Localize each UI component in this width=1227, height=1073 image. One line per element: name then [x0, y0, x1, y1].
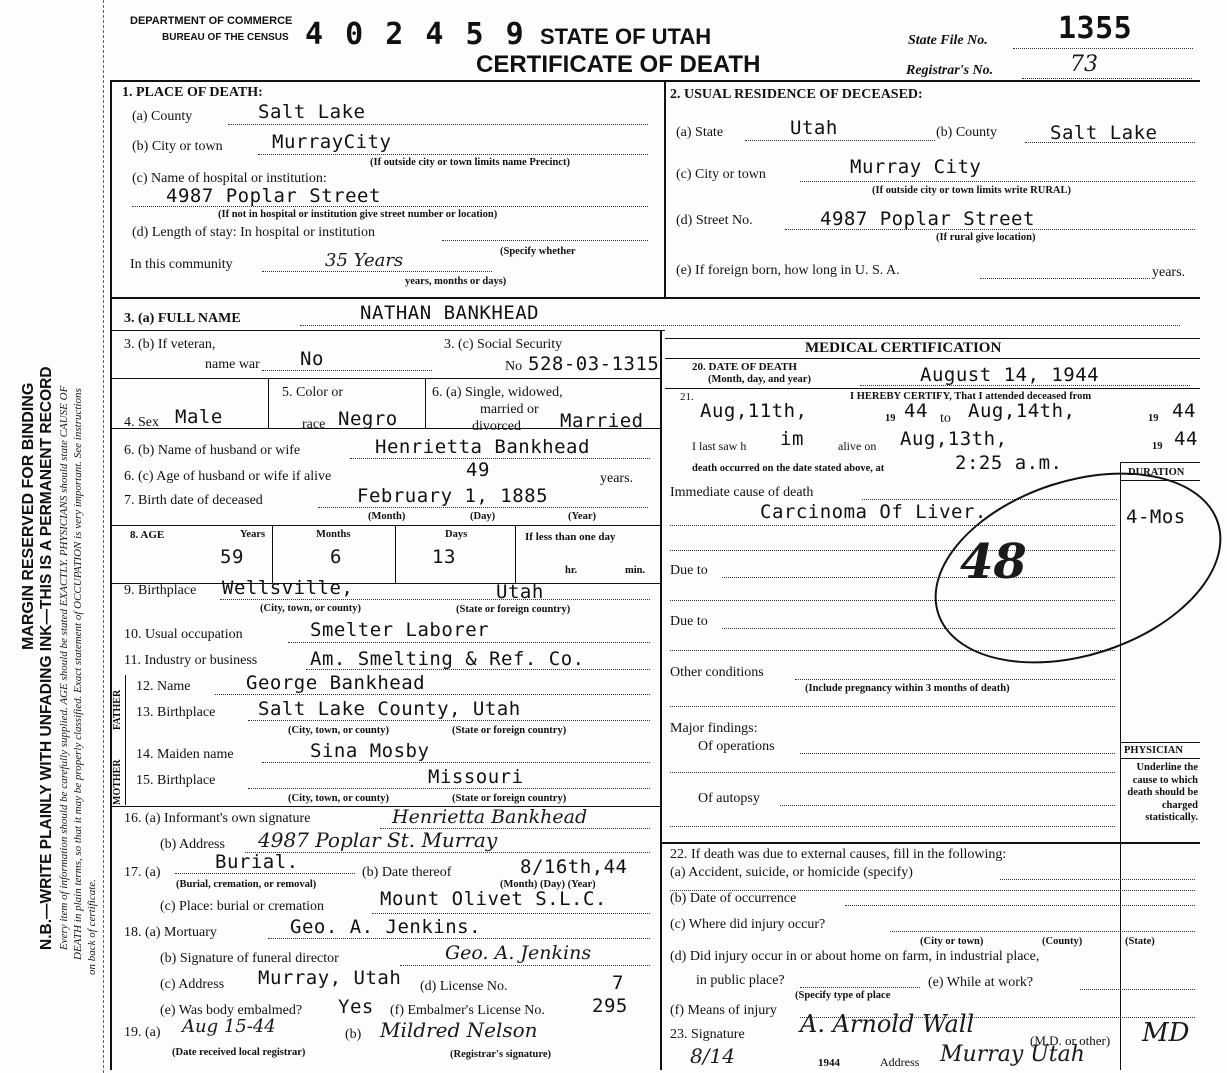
- registrar-date: Aug 15-44: [182, 1016, 276, 1037]
- registrar-signature: Mildred Nelson: [380, 1018, 538, 1042]
- fd-address: Murray, Utah: [258, 967, 402, 989]
- margin-binding-label: MARGIN RESERVED FOR BINDING: [20, 382, 37, 650]
- place-city: MurrayCity: [272, 131, 392, 153]
- residence-street: 4987 Poplar Street: [820, 208, 1035, 230]
- place-hospital-note: (If not in hospital or institution give street number or location): [218, 209, 498, 220]
- ss-label: 3. (c) Social Security: [444, 337, 563, 352]
- other-conditions-note: (Include pregnancy within 3 months of death): [805, 683, 1010, 694]
- external-a: (a) Accident, suicide, or homicide (specify): [670, 865, 913, 880]
- external-county-note: (County): [1042, 936, 1083, 947]
- occurred-label: death occurred on the date stated above, at: [692, 463, 885, 474]
- spouse-years: years.: [600, 471, 634, 486]
- due-to-2: Due to: [670, 614, 708, 629]
- father-city-note: (City, town, or county): [288, 725, 390, 736]
- last-saw-year: 44: [1174, 428, 1198, 450]
- external-d2: in public place?: [696, 973, 785, 988]
- external-c: (c) Where did injury occur?: [670, 917, 826, 932]
- attended-to-year: 44: [1172, 400, 1196, 422]
- attended-to: Aug,14th,: [968, 400, 1076, 422]
- full-name: NATHAN BANKHEAD: [360, 302, 540, 324]
- place-hospital: 4987 Poplar Street: [166, 185, 381, 207]
- external-city-note: (City or town): [920, 936, 984, 947]
- age-days: 13: [432, 546, 456, 568]
- residence-county: Salt Lake: [1050, 122, 1158, 144]
- place-community: 35 Years: [325, 250, 404, 271]
- last-saw-him: im: [780, 428, 804, 450]
- birth-label: 7. Birth date of deceased: [124, 493, 263, 508]
- place-specify2: years, months or days): [405, 276, 507, 287]
- immediate-cause: Carcinoma Of Liver.: [760, 501, 987, 523]
- age-less-day: If less than one day: [525, 531, 616, 543]
- registrar-b: (b): [345, 1027, 362, 1042]
- license-label: (d) License No.: [420, 979, 508, 994]
- time-of-death: 2:25 a.m.: [955, 452, 1063, 474]
- age-days-header: Days: [445, 529, 468, 540]
- margin-instructions-3: on back of certificate.: [86, 879, 98, 975]
- age-min: min.: [625, 565, 646, 576]
- informant-label: 16. (a) Informant's own signature: [124, 811, 311, 826]
- last-19: 19: [1152, 441, 1163, 452]
- industry: Am. Smelting & Ref. Co.: [310, 648, 585, 670]
- mortuary: Geo. A. Jenkins.: [290, 916, 482, 938]
- place-heading: 1. PLACE OF DEATH:: [122, 85, 263, 100]
- md-value: MD: [1142, 1018, 1190, 1048]
- industry-label: 11. Industry or business: [124, 653, 258, 668]
- external-d-note: (Specify type of place: [795, 990, 891, 1001]
- operations-label: Of operations: [698, 739, 775, 754]
- place-city-note: (If outside city or town limits name Precinct): [370, 157, 570, 168]
- father-name-label: 12. Name: [136, 679, 191, 694]
- external-heading: 22. If death was due to external causes, fill in the following:: [670, 847, 1007, 862]
- sex-value: Male: [175, 406, 223, 428]
- residence-street-label: (d) Street No.: [676, 213, 753, 228]
- veteran-label: 3. (b) If veteran,: [124, 337, 216, 352]
- birthplace-label: 9. Birthplace: [124, 583, 197, 598]
- ss-no-label: No: [505, 359, 523, 374]
- attended-from: Aug,11th,: [700, 400, 808, 422]
- signature-date: 8/14: [690, 1044, 735, 1068]
- spouse-age-label: 6. (c) Age of husband or wife if alive: [124, 469, 332, 484]
- external-b: (b) Date of occurrence: [670, 891, 797, 906]
- mother-label: MOTHER: [112, 759, 123, 805]
- birthplace-city-note: (City, town, or county): [260, 603, 362, 614]
- burial-mdy: (Month) (Day) (Year): [500, 879, 596, 890]
- to-19: 19: [1148, 413, 1159, 424]
- birthplace-state: Utah: [496, 581, 544, 603]
- residence-street-note: (If rural give location): [936, 232, 1036, 243]
- birth-year: (Year): [568, 511, 596, 522]
- md-label: (M.D. or other): [1030, 1033, 1111, 1048]
- spouse-age: 49: [466, 459, 490, 481]
- department-label: DEPARTMENT OF COMMERCE: [130, 15, 293, 27]
- ss-number: 528-03-1315: [528, 353, 660, 375]
- marital-label2: married or: [480, 402, 539, 417]
- race-label: race: [302, 417, 326, 432]
- age-months: 6: [330, 546, 342, 568]
- place-city-label: (b) City or town: [132, 139, 223, 154]
- external-state-note: (State): [1125, 936, 1155, 947]
- margin-instructions-2: DEATH in plain terms, so that it may be properly classified. Exact statement of OCCUPATION is very important. See instructions: [72, 388, 84, 960]
- birth-month: (Month): [368, 511, 406, 522]
- duration-value: 4-Mos: [1126, 506, 1186, 528]
- external-d: (d) Did injury occur in or about home on farm, in industrial place,: [670, 949, 1040, 964]
- place-county: Salt Lake: [258, 101, 366, 123]
- mother-city-note: (City, town, or county): [288, 793, 390, 804]
- to-label: to: [940, 411, 951, 426]
- maiden-name: Sina Mosby: [310, 740, 430, 762]
- license-no: 7: [612, 972, 624, 994]
- last-saw-date: Aug,13th,: [900, 428, 1008, 450]
- residence-state: Utah: [790, 117, 838, 139]
- margin-permanent-record: N.B.—WRITE PLAINLY WITH UNFADING INK—THIS IS A PERMANENT RECORD: [38, 366, 55, 950]
- certificate-title: CERTIFICATE OF DEATH: [476, 51, 761, 78]
- mother-state-note: (State or foreign country): [452, 793, 567, 804]
- informant-address: 4987 Poplar St. Murray: [258, 828, 498, 852]
- serial-number: 4 0 2 4 5 9: [305, 17, 526, 52]
- burial-place-label: (c) Place: burial or cremation: [160, 899, 325, 914]
- informant-signature: Henrietta Bankhead: [392, 806, 588, 828]
- age-months-header: Months: [316, 529, 351, 540]
- residence-years: years.: [1152, 265, 1186, 280]
- signature-address: Murray Utah: [940, 1042, 1085, 1067]
- funeral-director-signature: Geo. A. Jenkins: [445, 942, 592, 964]
- registrar-number: 73: [1070, 52, 1098, 77]
- due-to-1: Due to: [670, 563, 708, 578]
- residence-heading: 2. USUAL RESIDENCE OF DECEASED:: [670, 87, 923, 102]
- place-community-label: In this community: [130, 257, 233, 272]
- occupation-label: 10. Usual occupation: [124, 627, 243, 642]
- age-hr: hr.: [565, 565, 578, 576]
- state-file-label: State File No.: [908, 33, 988, 48]
- color-label: 5. Color or: [282, 385, 344, 400]
- war-label: name war: [205, 357, 260, 372]
- maiden-label: 14. Maiden name: [136, 747, 234, 762]
- embalmed-label: (e) Was body embalmed?: [160, 1003, 303, 1018]
- residence-city-label: (c) City or town: [676, 167, 766, 182]
- residence-county-label: (b) County: [936, 125, 998, 140]
- birth-day: (Day): [470, 511, 496, 522]
- occupation: Smelter Laborer: [310, 619, 490, 641]
- embalmer-license: 295: [592, 995, 628, 1017]
- mother-birthplace: Missouri: [428, 766, 524, 788]
- father-state-note: (State or foreign country): [452, 725, 567, 736]
- spouse-label: 6. (b) Name of husband or wife: [124, 443, 301, 458]
- date-of-death: August 14, 1944: [920, 364, 1100, 386]
- fd-address-label: (c) Address: [160, 977, 225, 992]
- father-name: George Bankhead: [246, 672, 426, 694]
- external-f: (f) Means of injury: [670, 1003, 777, 1018]
- burial-label: 17. (a): [124, 865, 161, 880]
- race-value: Negro: [338, 408, 398, 430]
- state-file-number: 1355: [1058, 11, 1133, 46]
- father-label: FATHER: [112, 689, 123, 730]
- certify-n21: 21.: [680, 391, 694, 403]
- physician-header: PHYSICIAN: [1124, 745, 1183, 756]
- embalmed: Yes: [338, 996, 374, 1018]
- burial: Burial.: [215, 851, 299, 873]
- alive-on-label: alive on: [838, 439, 877, 453]
- age-years: 59: [220, 546, 244, 568]
- sex-label: 4. Sex: [124, 415, 159, 430]
- place-stay-label: (d) Length of stay: In hospital or institution: [132, 225, 376, 240]
- mother-birthplace-label: 15. Birthplace: [136, 773, 216, 788]
- certify-text: I HEREBY CERTIFY, That I attended deceased from: [850, 391, 1092, 402]
- residence-city: Murray City: [850, 156, 982, 178]
- birthplace-state-note: (State or foreign country): [456, 604, 571, 615]
- duration-header: DURATION: [1128, 467, 1185, 478]
- burial-place: Mount Olivet S.L.C.: [380, 888, 607, 910]
- spouse-name: Henrietta Bankhead: [375, 436, 590, 458]
- place-county-label: (a) County: [132, 109, 193, 124]
- birthplace-city: Wellsville,: [222, 577, 354, 599]
- marital-label3: divorced: [472, 419, 521, 434]
- signature-address-label: Address: [880, 1055, 920, 1069]
- embalmer-license-label: (f) Embalmer's License No.: [390, 1003, 545, 1018]
- registrar-label: Registrar's No.: [906, 63, 994, 78]
- marital-value: Married: [560, 410, 644, 432]
- place-specify: (Specify whether: [500, 246, 576, 257]
- immediate-cause-label: Immediate cause of death: [670, 485, 814, 500]
- marital-label: 6. (a) Single, widowed,: [432, 385, 563, 400]
- other-conditions-label: Other conditions: [670, 665, 764, 680]
- medical-heading: MEDICAL CERTIFICATION: [805, 340, 1002, 356]
- bureau-label: BUREAU OF THE CENSUS: [162, 32, 289, 43]
- mortuary-label: 18. (a) Mortuary: [124, 925, 217, 940]
- major-findings-label: Major findings:: [670, 721, 758, 736]
- margin-instructions-1: Every item of information should be carefully supplied. AGE should be stated EXACTLY. PHYSICIANS should state CAUSE OF: [58, 385, 70, 950]
- registrar-sig-note: (Registrar's signature): [450, 1049, 551, 1060]
- war-value: No: [300, 348, 324, 370]
- birth-date: February 1, 1885: [357, 485, 549, 507]
- registrar-date-note: (Date received local registrar): [172, 1047, 306, 1058]
- informant-address-label: (b) Address: [160, 837, 225, 852]
- burial-note: (Burial, cremation, or removal): [176, 879, 317, 890]
- from-19: 19: [885, 413, 896, 424]
- residence-foreign-label: (e) If foreign born, how long in U. S. A.: [676, 263, 900, 278]
- father-birthplace: Salt Lake County, Utah: [258, 698, 521, 720]
- burial-date-label: (b) Date thereof: [362, 865, 452, 880]
- residence-city-note: (If outside city or town limits write RURAL): [872, 185, 1071, 196]
- registrar-date-label: 19. (a): [124, 1025, 161, 1040]
- age-years-header: Years: [240, 529, 266, 540]
- state-title: STATE OF UTAH: [540, 24, 712, 49]
- funeral-director-label: (b) Signature of funeral director: [160, 951, 339, 966]
- external-e: (e) While at work?: [928, 975, 1034, 990]
- cause-code: 48: [960, 534, 1027, 590]
- dod-note: (Month, day, and year): [708, 374, 811, 385]
- father-birthplace-label: 13. Birthplace: [136, 705, 216, 720]
- burial-date: 8/16th,44: [520, 856, 628, 878]
- place-hospital-label: (c) Name of hospital or institution:: [132, 171, 327, 186]
- name-label: 3. (a) FULL NAME: [124, 311, 241, 326]
- signature-label: 23. Signature: [670, 1027, 745, 1042]
- signature-year: 1944: [818, 1057, 840, 1069]
- physician-note: Underline the cause to which death should be charged statistically.: [1127, 762, 1198, 823]
- physician-signature: A. Arnold Wall: [800, 1010, 975, 1038]
- residence-state-label: (a) State: [676, 125, 724, 140]
- attended-from-year: 44: [904, 400, 928, 422]
- last-saw-label: I last saw h: [692, 439, 747, 453]
- dod-label: 20. DATE OF DEATH: [692, 361, 797, 373]
- age-label: 8. AGE: [130, 529, 165, 541]
- autopsy-label: Of autopsy: [698, 791, 760, 806]
